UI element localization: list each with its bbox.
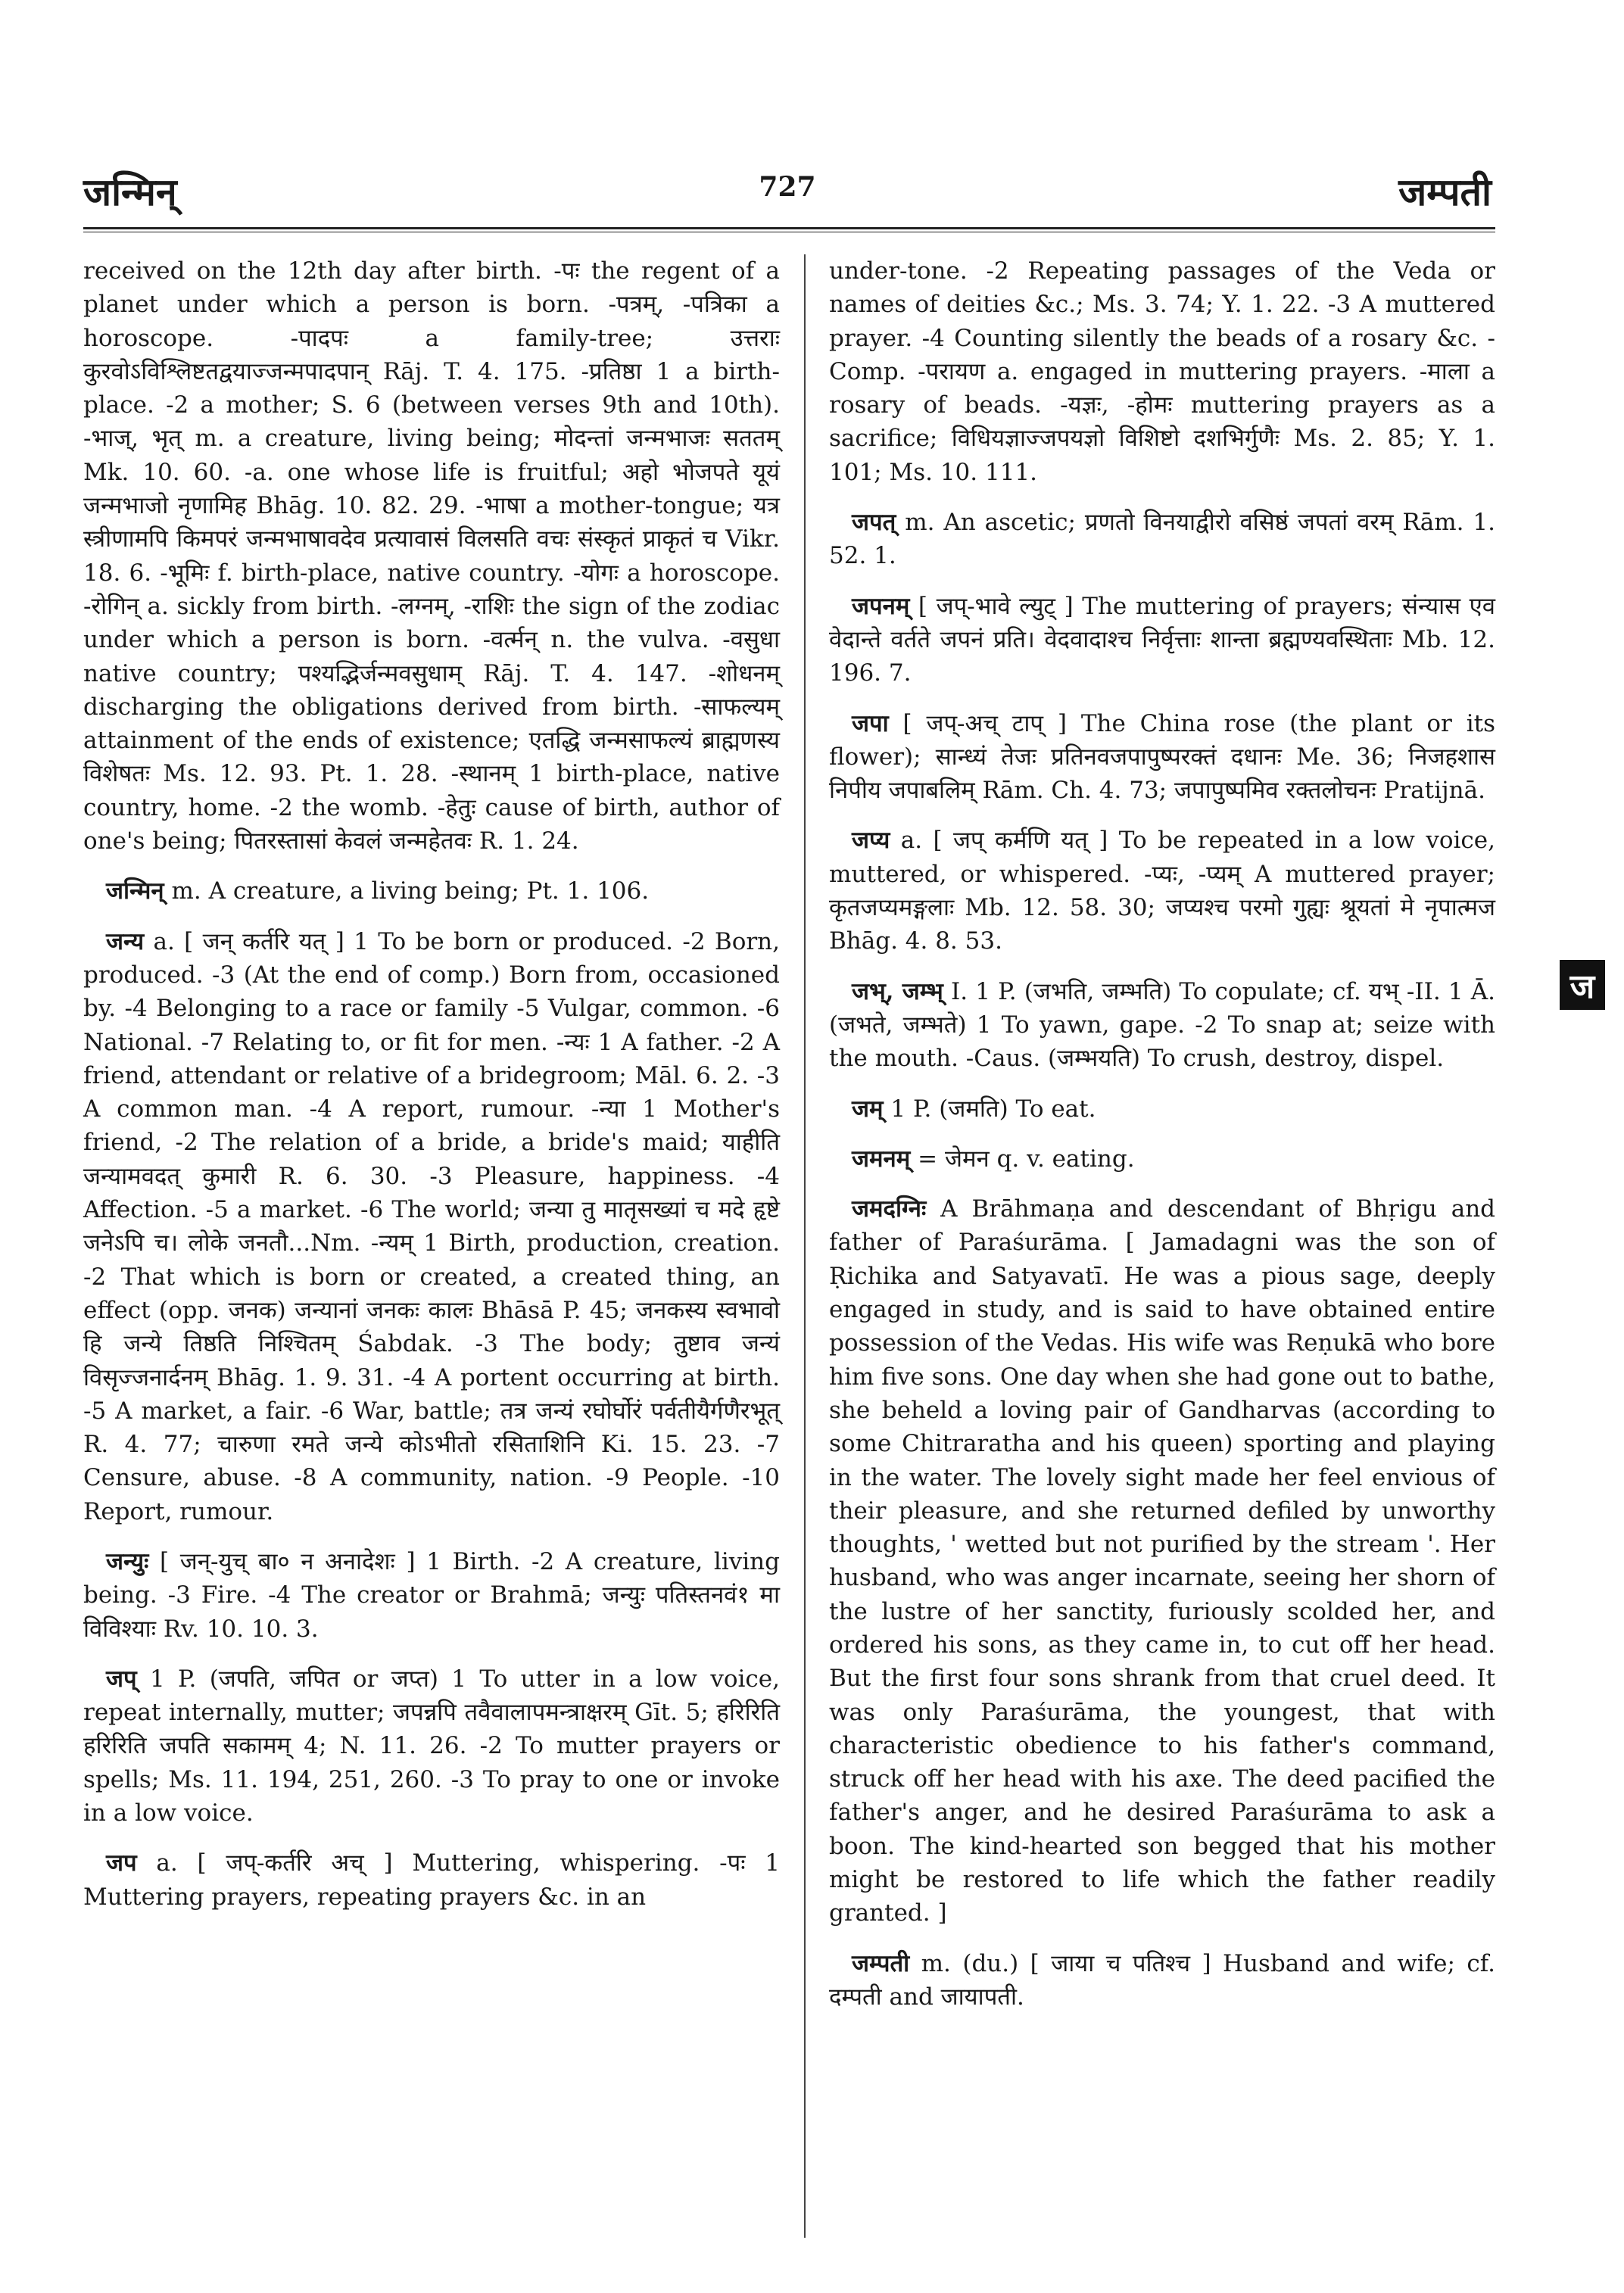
dictionary-entry [83, 1662, 780, 1830]
left-column [83, 254, 780, 1930]
dictionary-entry [829, 1092, 1495, 1126]
dictionary-entry [829, 1192, 1495, 1930]
right-column [829, 254, 1495, 2030]
entry-headword: जभ्, जम्भ् [852, 977, 943, 1005]
entry-headword: जप् [106, 1665, 137, 1693]
entry-definition: m. An ascetic; प्रणतो विनयाद्वीरो वसिष्ठं जपतां वरम् Rām. 1. 52. 1. [829, 509, 1495, 570]
entry-headword: जपत् [852, 509, 896, 537]
dictionary-entry [829, 590, 1495, 690]
dictionary-entry [83, 254, 780, 858]
dictionary-entry [829, 506, 1495, 573]
dictionary-entry [829, 824, 1495, 958]
entry-definition: I. 1 P. (जभति, जम्भति) To copulate; cf. यभ् -II. 1 Ā. (जभते, जम्भते) 1 To yawn, gape. -2 To snap at; seize with the mouth. -Caus. (जम्भयति) To crush, destroy, dispel. [829, 977, 1495, 1073]
entry-headword: जमदग्निः [852, 1195, 927, 1223]
page-header [83, 165, 1492, 233]
entry-definition: = जेमन q. v. eating. [918, 1145, 1135, 1173]
entry-headword: जपनम् [852, 592, 910, 620]
dictionary-entry [829, 1947, 1495, 2014]
dictionary-entry [829, 1142, 1495, 1176]
entry-definition: received on the 12th day after birth. -पः the regent of a planet under which a person is born. -पत्रम्, -पत्रिका a horoscope. -पादपः a family-tree; उत्तराः कुरवोऽविश्लिष्टतद्वयाज्जन्मपादपान् Rāj. T. 4. 175. -प्रतिष्ठा 1 a birth-place. -2 a mother; S. 6 (between verses 9th and 10th). -भाज्, भृत् m. a creature, living being; मोदन्तां जन्मभाजः सततम् Mk. 10. 60. -a. one whose life is fruitful; अहो भोजपते यूयं जन्मभाजो नृणामिह Bhāg. 10. 82. 29. -भाषा a mother-tongue; यत्र स्त्रीणामपि किमपरं जन्मभाषावदेव प्रत्यावासं विलसति वचः संस्कृतं प्राकृतं च Vikr. 18. 6. -भूमिः f. birth-place, native country. -योगः a horoscope. -रोगिन् a. sickly from birth. -लग्नम्, -राशिः the sign of the zodiac under which a person is born. -वर्त्मन् n. the vulva. -वसुधा native country; पश्यद्भिर्जन्मवसुधाम् Rāj. T. 4. 147. -शोधनम् discharging the obligations derived from birth. -साफल्यम् attainment of the ends of existence; एतद्धि जन्मसाफल्यं ब्राह्मणस्य विशेषतः Ms. 12. 93. Pt. 1. 28. -स्थानम् 1 birth-place, native country, home. -2 the womb. -हेतुः cause of birth, author of one's being; पितरस्तासां केवलं जन्महेतवः R. 1. 24. [83, 257, 780, 855]
entry-headword: जन्युः [106, 1547, 149, 1575]
dictionary-entry [829, 975, 1495, 1076]
entry-definition: a. [ जप्-कर्तरि अच् ] Muttering, whispering. -पः 1 Muttering prayers, repeating prayers &c. in an [83, 1849, 780, 1911]
entry-headword: जम्पती [852, 1949, 910, 1977]
entry-headword: जन्य [106, 927, 145, 955]
dictionary-entry [829, 707, 1495, 808]
header-rule [83, 227, 1495, 229]
entry-headword: जप [106, 1849, 137, 1877]
entry-definition: [ जप्-भावे ल्युट् ] The muttering of prayers; संन्यास एव वेदान्ते वर्तते जपनं प्रति। वेदवादाश्च निर्वृत्ताः शान्ता ब्रह्मण्यवस्थिताः Mb. 12. 196. 7. [829, 592, 1495, 687]
column-divider [804, 254, 806, 2238]
dictionary-entry [83, 1545, 780, 1646]
left-running-headword: जन्मिन् [83, 170, 177, 214]
entry-definition: [ जप्-अच् टाप् ] The China rose (the plant or its flower); सान्ध्यं तेजः प्रतिनवजपापुष्परक्तं दधानः Me. 36; निजहशास निपीय जपाबलिम् Rām. Ch. 4. 73; जपापुष्पमिव रक्तलोचनः Pratijnā. [829, 709, 1495, 805]
entry-definition: under-tone. -2 Repeating passages of the Veda or names of deities &c.; Ms. 3. 74; Y. 1. 22. -3 A muttered prayer. -4 Counting silently the beads of a rosary &c. -Comp. -परायण a. engaged in muttering prayers. -माला a rosary of beads. -यज्ञः, -होमः muttering prayers as a sacrifice; विधियज्ञाज्जपयज्ञो विशिष्टो दशभिर्गुणैः Ms. 2. 85; Y. 1. 101; Ms. 10. 111. [829, 257, 1495, 486]
entry-headword: जन्मिन् [106, 877, 164, 905]
page-number: 727 [759, 171, 816, 203]
entry-definition: 1 P. (जपति, जपित or जप्त) 1 To utter in a low voice, repeat internally, mutter; जपन्नपि तवैवालापमन्त्राक्षरम् Gīt. 5; हरिरिति हरिरिति जपति सकामम् 4; N. 11. 26. -2 To mutter prayers or spells; Ms. 11. 194, 251, 260. -3 To pray to one or invoke in a low voice. [83, 1665, 780, 1827]
entry-headword: जमनम् [852, 1145, 911, 1173]
entry-definition: m. (du.) [ जाया च पतिश्च ] Husband and wife; cf. दम्पती and जायापती. [829, 1949, 1495, 2011]
dictionary-entry [83, 925, 780, 1528]
entry-definition: 1 P. (जमति) To eat. [890, 1095, 1096, 1123]
entry-definition: [ जन्-युच् बा० न अनादेशः ] 1 Birth. -2 A creature, living being. -3 Fire. -4 The creator or Brahmā; जन्युः पतिस्तनवं१ मा विविश्याः Rv. 10. 10. 3. [83, 1547, 780, 1643]
entry-definition: a. [ जन् कर्तरि यत् ] 1 To be born or produced. -2 Born, produced. -3 (At the end of comp.) Born from, occasioned by. -4 Belonging to a race or family -5 Vulgar, common. -6 National. -7 Relating to, or fit for men. -न्यः 1 A father. -2 A friend, attendant or relative of a bridegroom; Māl. 6. 2. -3 A common man. -4 A report, rumour. -न्या 1 Mother's friend, -2 The relation of a bride, a bride's maid; याहीति जन्यामवदत् कुमारी R. 6. 30. -3 Pleasure, happiness. -4 Affection. -5 a market. -6 The world; जन्या तु मातृसख्यां च मदे हृष्टे जनेऽपि च। लोके जनतौ...Nm. -न्यम् 1 Birth, production, creation. -2 That which is born or created, a created thing, an effect (opp. जनक) जन्यानां जनकः कालः Bhāsā P. 45; जनकस्य स्वभावो हि जन्ये तिष्ठति निश्चितम् Śabdak. -3 The body; तुष्टाव जन्यं विसृज्जनार्दनम् Bhāg. 1. 9. 31. -4 A portent occurring at birth. -5 A market, a fair. -6 War, battle; तत्र जन्यं रघोर्घोरं पर्वतीयैर्गणैरभूत् R. 4. 77; चारुणा रमते जन्ये कोऽभीतो रसिताशिनि Ki. 15. 23. -7 Censure, abuse. -8 A community, nation. -9 People. -10 Report, rumour. [83, 927, 780, 1525]
dictionary-entry [83, 874, 780, 908]
dictionary-entry [829, 254, 1495, 489]
thumb-index-tab: ज [1560, 960, 1605, 1010]
entry-headword: जम् [852, 1095, 884, 1123]
entry-definition: A Brāhmaṇa and descendant of Bhṛigu and father of Paraśurāma. [ Jamadagni was the son of Ṛichika and Satyavatī. He was a pious sage, deeply engaged in study, and is said to have obtained entire possession of the Vedas. His wife was Reṇukā who bore him five sons. One day when she had gone out to bathe, she beheld a loving pair of Gandharvas (according to some Chitraratha and his queen) sporting and playing in the water. The lovely sight made her feel envious of their pleasure, and she returned defiled by unworthy thoughts, ' wetted but not purified by the stream '. Her husband, who was anger incarnate, seeing her shorn of the lustre of her sanctity, furiously scolded her, and ordered his sons, as they came in, to cut off her head. But the first four sons shrank from that cruel deed. It was only Paraśurāma, the youngest, that with characteristic obedience to his father's command, struck off her head with his axe. The deed pacified the father's anger, and he desired Paraśurāma to ask a boon. The kind-hearted son begged that his mother might be restored to life which the father readily granted. ] [829, 1195, 1495, 1927]
right-running-headword: जम्पती [1398, 170, 1492, 214]
entry-headword: जपा [852, 709, 889, 737]
entry-definition: a. [ जप् कर्मणि यत् ] To be repeated in a low voice, muttered, or whispered. -प्यः, -प्यम् A muttered prayer; कृतजप्यमङ्गलाः Mb. 12. 58. 30; जप्यश्च परमो गुह्यः श्रूयतां मे नृपात्मज Bhāg. 4. 8. 53. [829, 827, 1495, 955]
dictionary-entry [83, 1846, 780, 1914]
entry-definition: m. A creature, a living being; Pt. 1. 106. [171, 877, 650, 905]
entry-headword: जप्य [852, 827, 890, 855]
